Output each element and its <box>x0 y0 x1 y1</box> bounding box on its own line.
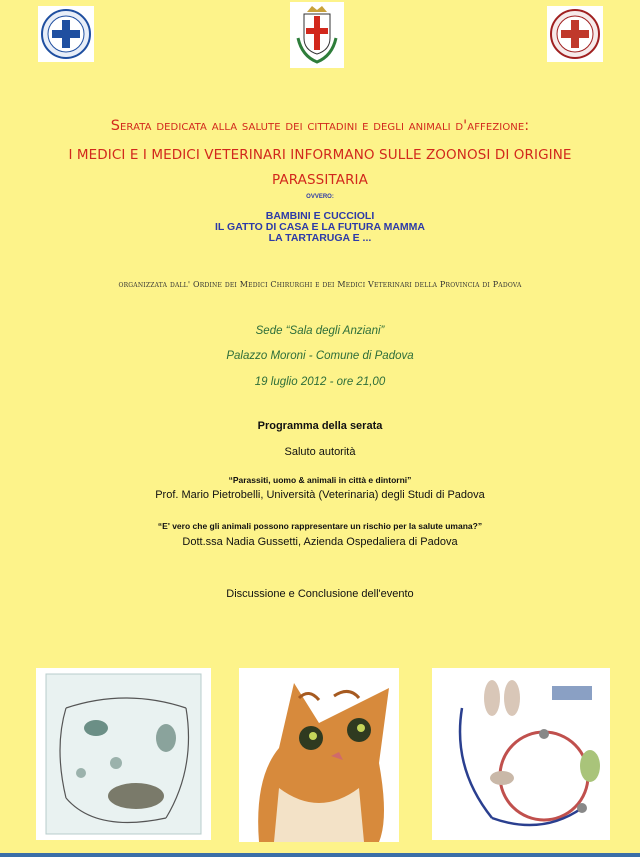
shield-cross-icon <box>38 6 94 62</box>
orange-tabby-cat-photo <box>239 668 399 842</box>
event-date: 19 luglio 2012 - ore 21,00 <box>254 376 386 388</box>
zoonosis-cycle-diagram <box>432 668 610 840</box>
event-title-line-1: Serata dedicata alla salute dei cittadini e degli animali d'affezione: <box>110 118 530 134</box>
ovvero-label: OVVERO: <box>306 194 334 200</box>
subtitle-item: IL GATTO DI CASA E LA FUTURA MAMMA <box>215 221 425 233</box>
medical-cross-icon <box>547 6 603 62</box>
event-title-line-2: I MEDICI E I MEDICI VETERINARI INFORMANO SULLE ZOONOSI DI ORIGINE <box>68 147 572 163</box>
talk-title: “E' vero che gli animali possono rappresentare un rischio per la salute umana?” <box>157 521 483 531</box>
talk-speaker: Dott.ssa Nadia Gussetti, Azienda Ospedaliera di Padova <box>182 536 458 548</box>
event-title-line-3: PARASSITARIA <box>272 172 368 188</box>
subtitle-item: BAMBINI E CUCCIOLI <box>265 210 375 222</box>
parasite-lifecycle-diagram <box>36 668 211 840</box>
municipal-crest-icon <box>290 2 344 68</box>
program-heading: Programma della serata <box>257 420 383 432</box>
talk-title: “Parassiti, uomo & animali in città e dintorni” <box>228 475 412 485</box>
organizer-line: organizzata dall' Ordine dei Medici Chirurghi e dei Medici Veterinari della Provincia di Padova <box>118 280 522 289</box>
subtitle-item: LA TARTARUGA E ... <box>268 232 372 244</box>
venue-sede: Sede “Sala degli Anziani” <box>255 325 385 337</box>
program-closing: Discussione e Conclusione dell'evento <box>226 588 414 600</box>
talk-speaker: Prof. Mario Pietrobelli, Università (Veterinaria) degli Studi di Padova <box>155 489 485 501</box>
program-greeting: Saluto autorità <box>284 446 356 458</box>
venue-place: Palazzo Moroni - Comune di Padova <box>226 350 414 362</box>
bottom-border <box>0 853 640 857</box>
